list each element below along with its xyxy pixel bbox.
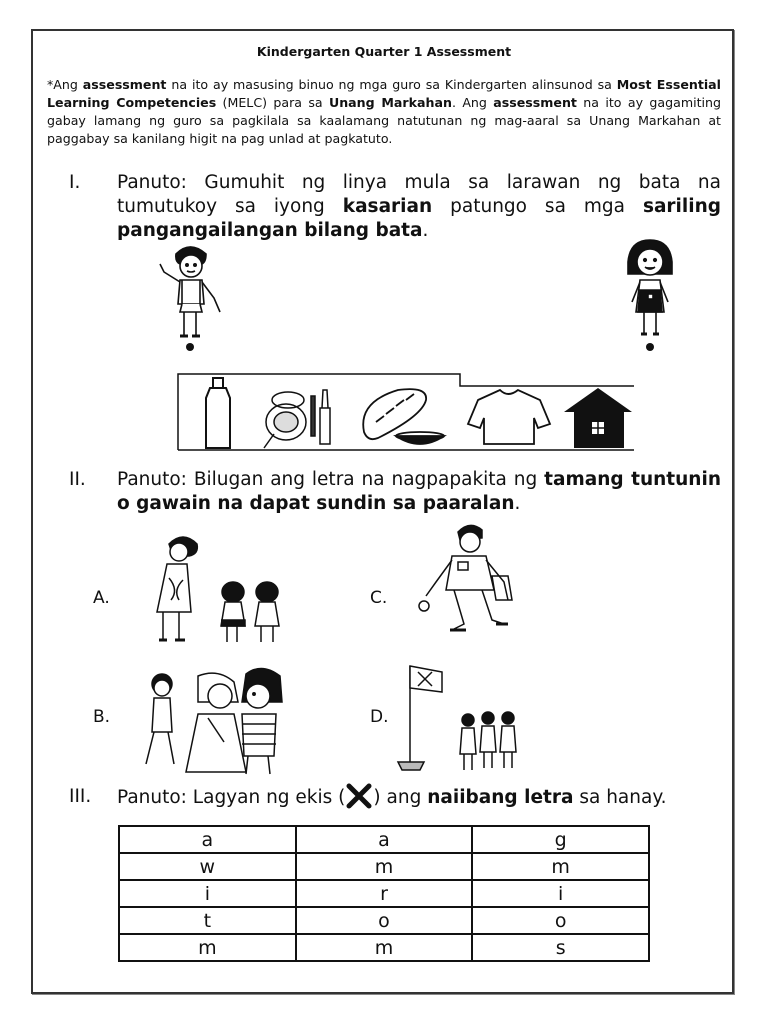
girl-dot: [646, 343, 654, 351]
section-number: I.: [69, 172, 81, 193]
table-cell[interactable]: o: [472, 907, 649, 934]
items-strip: [178, 372, 636, 452]
section-2: [69, 468, 721, 518]
table-cell[interactable]: a: [119, 826, 296, 853]
instruction-text: patungo sa mga: [432, 196, 643, 217]
table-cell[interactable]: g: [472, 826, 649, 853]
intro-text: na ito ay gagamiting gabay lamang ng guro sa pagkilala sa kaalamang natutunan ng mag-aaral sa Unang Markahan at paggabay sa kanilang higit na pag unlad at pagkatuto.: [47, 95, 721, 146]
option-letter-c[interactable]: C.: [370, 588, 388, 608]
option-letter-a[interactable]: A.: [93, 588, 110, 608]
child-2: [480, 712, 496, 768]
instruction-bold: naiibang letra: [427, 787, 574, 808]
option-letter-d[interactable]: D.: [370, 707, 389, 727]
section-number: II.: [69, 469, 86, 490]
table-cell[interactable]: s: [472, 934, 649, 961]
instruction-bold: kasarian: [342, 196, 433, 217]
instruction-text: Panuto: Gumuhit ng linya mula sa larawan ng bata na tumutukoy sa iyong: [117, 172, 721, 217]
table-cell[interactable]: i: [472, 880, 649, 907]
intro-bold: assessment: [82, 77, 167, 92]
boy-figure: [150, 242, 230, 352]
section-3: [69, 785, 729, 815]
section-instruction: [117, 785, 737, 810]
scene-c-littering-image: [412, 520, 522, 642]
table-cell[interactable]: o: [296, 907, 473, 934]
table-cell[interactable]: m: [296, 853, 473, 880]
table-row: [119, 853, 649, 880]
child-1: [460, 714, 476, 770]
boy-dot: [186, 343, 194, 351]
instruction-text: Panuto: Bilugan ang letra na nagpapakita ng: [117, 469, 545, 490]
bottle-icon: [206, 378, 230, 448]
table-cell[interactable]: a: [296, 826, 473, 853]
section-instruction: [117, 171, 721, 243]
table-cell[interactable]: m: [119, 934, 296, 961]
instruction-text: Panuto: Lagyan ng ekis (: [117, 787, 346, 808]
option-letter-b[interactable]: B.: [93, 707, 111, 727]
section-number: III.: [69, 786, 92, 807]
house-icon: [564, 388, 632, 448]
scene-a-bowing-image: [133, 530, 298, 648]
intro-bold: Most Essential Learning Competencies: [47, 77, 721, 110]
bread-bowl-icon: [363, 389, 444, 444]
page-title: Kindergarten Quarter 1 Assessment: [256, 44, 512, 59]
scene-b-whispering-image: [138, 662, 288, 777]
scene-d-flag-ceremony-image: [388, 658, 528, 778]
letter-table: [118, 825, 650, 962]
table-cell[interactable]: i: [119, 880, 296, 907]
intro-text: (MELC) para sa: [216, 95, 329, 110]
girl-figure: [610, 238, 690, 352]
instruction-text: sa hanay.: [573, 787, 667, 808]
table-cell[interactable]: r: [296, 880, 473, 907]
makeup-icon: [264, 390, 330, 448]
intro-paragraph: [47, 76, 721, 148]
instruction-text: .: [422, 220, 429, 241]
intro-bold: Unang Markahan: [328, 95, 452, 110]
table-row: [119, 826, 649, 853]
x-mark-icon: [345, 785, 373, 807]
instruction-text: ) ang: [373, 787, 428, 808]
intro-text: . Ang: [451, 95, 494, 110]
intro-bold: assessment: [493, 95, 577, 110]
table-row: [119, 907, 649, 934]
child-3: [500, 712, 516, 768]
instruction-bold: tamang tuntunin o gawain na dapat sundin sa paaralan: [117, 469, 721, 514]
table-cell[interactable]: m: [296, 934, 473, 961]
section-1: [69, 171, 721, 245]
table-cell[interactable]: m: [472, 853, 649, 880]
shirt-icon: [468, 390, 550, 444]
instruction-text: .: [514, 493, 521, 514]
table-row: [119, 880, 649, 907]
intro-text: na ito ay masusing binuo ng mga guro sa Kindergarten alinsunod sa: [166, 77, 617, 92]
instruction-bold: sariling pangangailangan bilang bata: [117, 196, 721, 241]
table-cell[interactable]: t: [119, 907, 296, 934]
table-cell[interactable]: w: [119, 853, 296, 880]
section-instruction: [117, 468, 721, 516]
table-row: [119, 934, 649, 961]
intro-text: *Ang: [47, 77, 83, 92]
